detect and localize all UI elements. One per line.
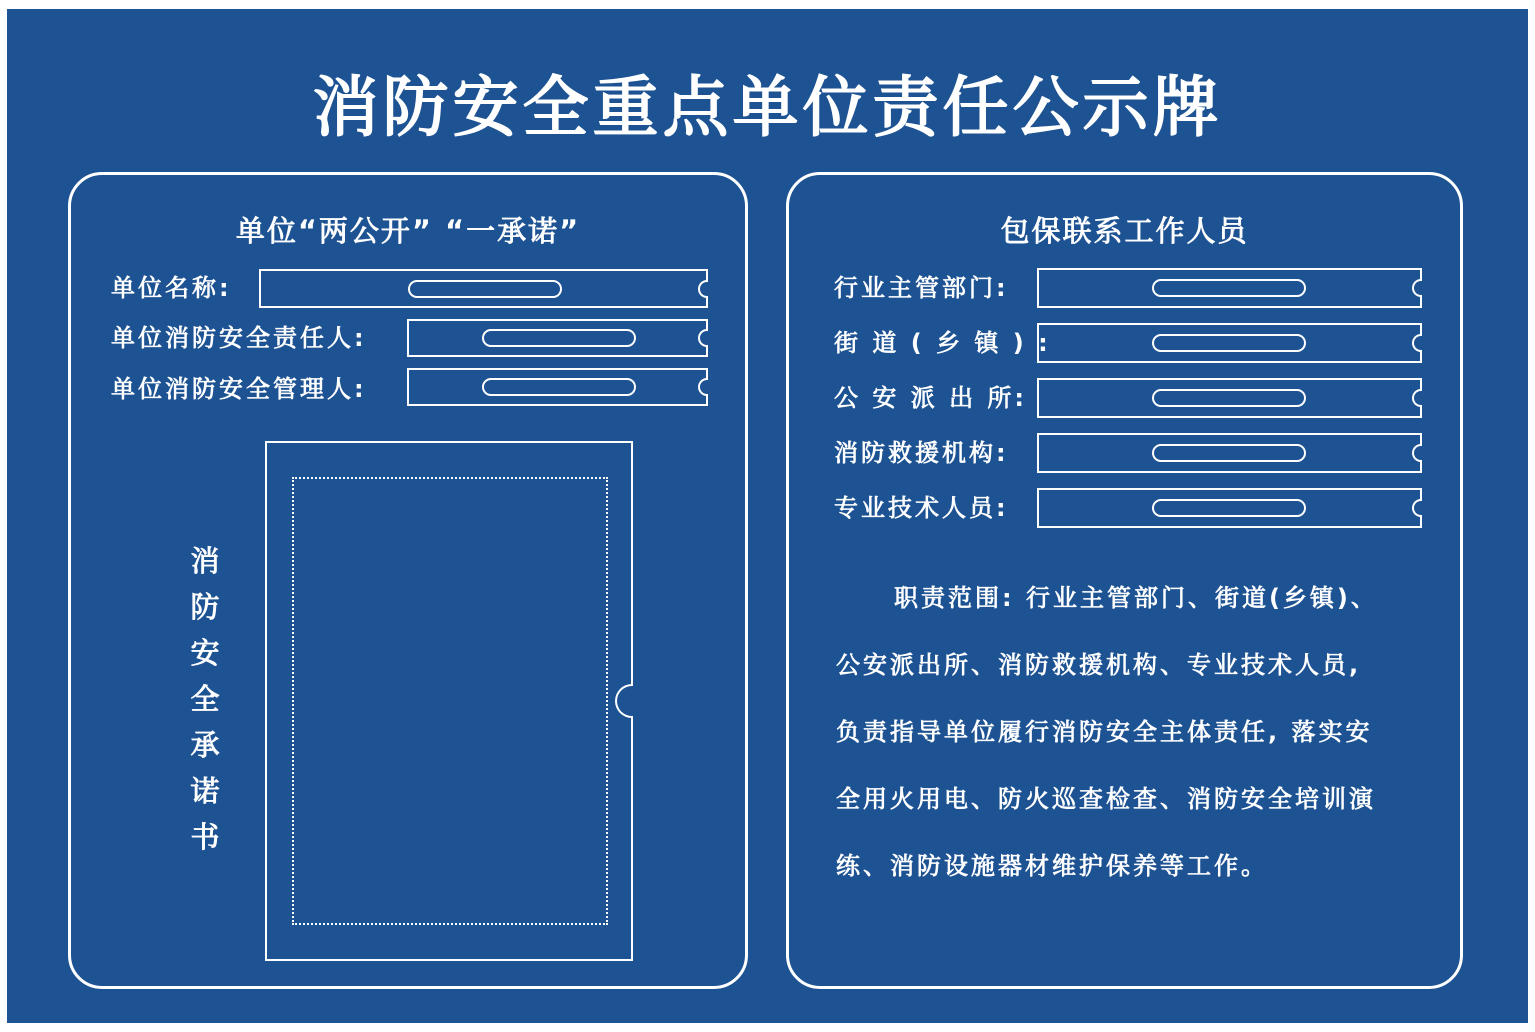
slot-notch xyxy=(1412,279,1422,297)
field-label-unit-name: 单位名称: xyxy=(111,274,232,302)
field-label-safety-manager: 单位消防安全管理人: xyxy=(111,375,367,403)
slot-notch xyxy=(698,280,708,298)
fire-rescue-slot xyxy=(1037,433,1422,473)
duty-line: 全用火用电、防火巡查检查、消防安全培训演 xyxy=(836,785,1376,813)
safety-manager-slot xyxy=(407,368,708,406)
duty-line: 公安派出所、消防救援机构、专业技术人员, xyxy=(836,651,1362,679)
unit-name-slot xyxy=(259,269,708,308)
slot-pill xyxy=(1152,334,1306,352)
slot-notch xyxy=(1412,499,1422,517)
technician-slot xyxy=(1037,488,1422,528)
unit-disclosure-panel xyxy=(68,172,748,989)
panel-heading-unit: 单位“两公开” “一承诺” xyxy=(235,214,581,248)
slot-pill xyxy=(408,280,562,298)
slot-pill xyxy=(1152,389,1306,407)
field-label-street: 街 道 ( 乡 镇 ) : xyxy=(834,329,1051,357)
field-label-safety-responsible: 单位消防安全责任人: xyxy=(111,324,367,352)
street-slot xyxy=(1037,323,1422,363)
industry-dept-slot xyxy=(1037,268,1422,308)
slot-pill xyxy=(1152,444,1306,462)
slot-notch xyxy=(1412,334,1422,352)
duty-scope-text xyxy=(836,565,1426,900)
slot-pill xyxy=(482,378,636,396)
duty-line: 职责范围: 行业主管部门、街道(乡镇)、 xyxy=(894,584,1378,612)
police-station-slot xyxy=(1037,378,1422,418)
slot-notch xyxy=(1412,444,1422,462)
commitment-document-frame xyxy=(265,441,633,961)
field-label-technician: 专业技术人员: xyxy=(834,494,1009,522)
duty-line: 负责指导单位履行消防安全主体责任, 落实安 xyxy=(836,718,1373,746)
slot-notch xyxy=(698,378,708,396)
field-label-fire-rescue: 消防救援机构: xyxy=(834,439,1009,467)
slot-notch xyxy=(1412,389,1422,407)
slot-notch xyxy=(698,329,708,347)
slot-pill xyxy=(1152,499,1306,517)
panel-heading-contacts: 包保联系工作人员 xyxy=(1000,214,1249,248)
safety-responsible-slot xyxy=(407,319,708,357)
slot-pill xyxy=(1152,279,1306,297)
commitment-dotted-border xyxy=(292,477,608,925)
contact-staff-panel xyxy=(786,172,1463,989)
commitment-vertical-label: 消防安全承诺书 xyxy=(190,544,220,854)
board-title: 消防安全重点单位责任公示牌 xyxy=(312,68,1223,146)
notice-board xyxy=(7,9,1528,1023)
field-label-police-station: 公 安 派 出 所: xyxy=(834,384,1028,412)
field-label-industry-dept: 行业主管部门: xyxy=(834,274,1009,302)
frame-notch xyxy=(615,684,633,718)
duty-line: 练、消防设施器材维护保养等工作。 xyxy=(836,852,1268,880)
slot-pill xyxy=(482,329,636,347)
